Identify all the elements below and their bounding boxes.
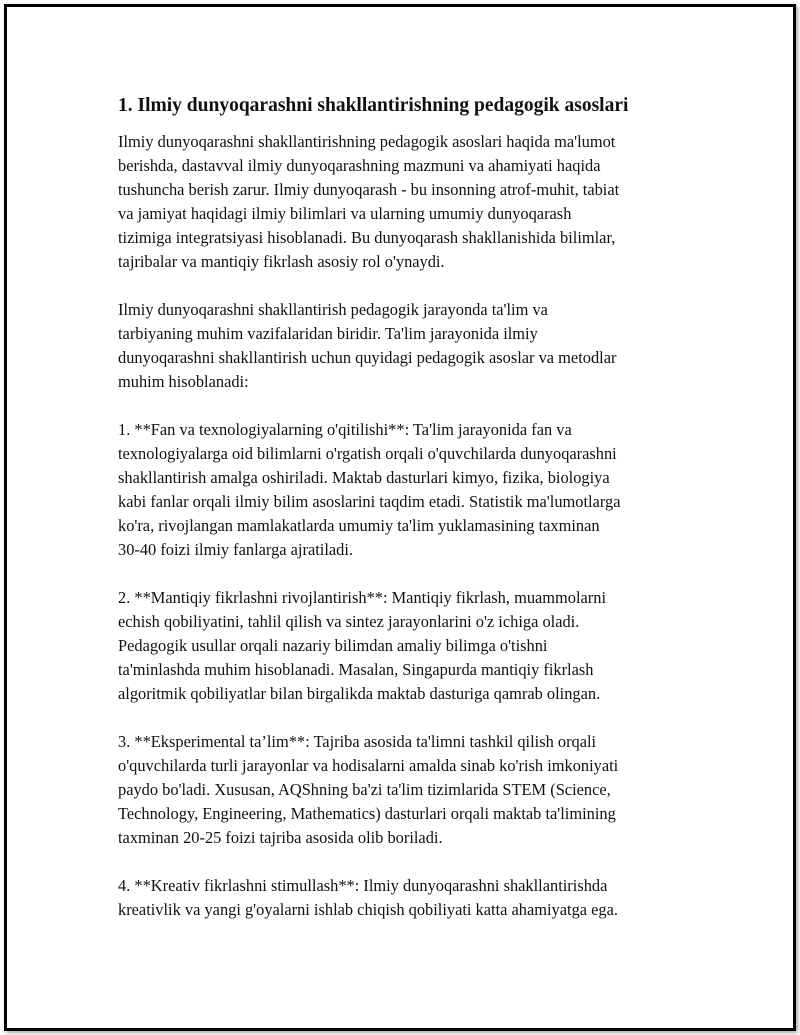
text-line: o'quvchilarda turli jarayonlar va hodisalarni amalda sinab ko'rish imkoniyati (118, 756, 619, 775)
text-line: texnologiyalarga oid bilimlarni o'rgatish orqali o'quvchilarda dunyoqarashni (118, 444, 617, 463)
text-line: tajribalar va mantiqiy fikrlash asosiy rol o'ynaydi. (118, 252, 445, 271)
text-line: 1. **Fan va texnologiyalarning o'qitilishi**: Ta'lim jarayonida fan va (118, 420, 572, 439)
text-line: shakllantirish amalga oshiriladi. Maktab dasturlari kimyo, fizika, biologiya (118, 468, 610, 487)
section-title: 1. Ilmiy dunyoqarashni shakllantirishning pedagogik asoslari (118, 95, 629, 116)
text-line: taxminan 20-25 foizi tajriba asosida olib boriladi. (118, 828, 443, 847)
text-line: dunyoqarashni shakllantirish uchun quyidagi pedagogik asoslar va metodlar (118, 348, 617, 367)
text-line: echish qobiliyatini, tahlil qilish va sintez jarayonlarini o'z ichiga oladi. (118, 612, 580, 631)
paragraph-item-1 (118, 418, 688, 562)
text-line: muhim hisoblanadi: (118, 372, 249, 391)
paragraph-item-4 (118, 874, 688, 922)
text-line: ta'minlashda muhim hisoblanadi. Masalan, Singapurda mantiqiy fikrlash (118, 660, 594, 679)
text-line: Ilmiy dunyoqarashni shakllantirishning pedagogik asoslari haqida ma'lumot (118, 132, 616, 151)
text-line: 3. **Eksperimental ta’lim**: Tajriba asosida ta'limni tashkil qilish orqali (118, 732, 597, 751)
text-line: va jamiyat haqidagi ilmiy bilimlari va ularning umumiy dunyoqarash (118, 204, 572, 223)
text-line: tushuncha berish zarur. Ilmiy dunyoqarash - bu insonning atrof-muhit, tabiat (118, 180, 620, 199)
paragraph-item-2 (118, 586, 688, 706)
text-line: ko'ra, rivojlangan mamlakatlarda umumiy ta'lim yuklamasining taxminan (118, 516, 600, 535)
text-line: kabi fanlar orqali ilmiy bilim asoslarini taqdim etadi. Statistik ma'lumotlarga (118, 492, 621, 511)
text-line: paydo bo'ladi. Xususan, AQShning ba'zi ta'lim tizimlarida STEM (Science, (118, 780, 611, 799)
text-line: kreativlik va yangi g'oyalarni ishlab chiqish qobiliyati katta ahamiyatga ega. (118, 900, 618, 919)
text-line: berishda, dastavval ilmiy dunyoqarashning mazmuni va ahamiyati haqida (118, 156, 601, 175)
text-line: algoritmik qobiliyatlar bilan birgalikda maktab dasturiga qamrab olingan. (118, 684, 601, 703)
text-line: 2. **Mantiqiy fikrlashni rivojlantirish**: Mantiqiy fikrlash, muammolarni (118, 588, 607, 607)
text-line: 30-40 foizi ilmiy fanlarga ajratiladi. (118, 540, 354, 559)
text-line: Ilmiy dunyoqarashni shakllantirish pedagogik jarayonda ta'lim va (118, 300, 548, 319)
text-line: Technology, Engineering, Mathematics) dasturlari orqali maktab ta'limining (118, 804, 616, 823)
text-line: tizimiga integratsiyasi hisoblanadi. Bu dunyoqarash shakllanishida bilimlar, (118, 228, 616, 247)
paragraph-item-3 (118, 730, 688, 850)
paragraph-pedagogy (118, 298, 688, 394)
document-body (118, 94, 688, 946)
paragraph-intro (118, 130, 688, 274)
text-line: tarbiyaning muhim vazifalaridan biridir. Ta'lim jarayonida ilmiy (118, 324, 538, 343)
text-line: Pedagogik usullar orqali nazariy bilimdan amaliy bilimga o'tishni (118, 636, 548, 655)
text-line: 4. **Kreativ fikrlashni stimullash**: Ilmiy dunyoqarashni shakllantirishda (118, 876, 608, 895)
